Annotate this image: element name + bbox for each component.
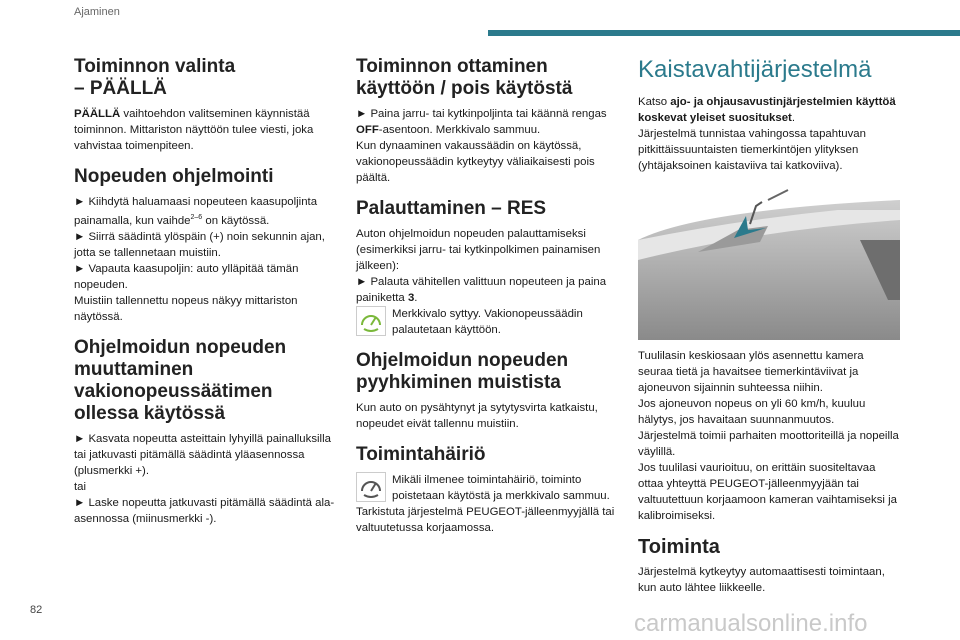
heading-operation: Toiminta [638,536,720,558]
para-decrease-speed: ► Laske nopeutta jatkuvasti pitämällä säädintä ala-asennossa (miinusmerkki -). [74,496,335,525]
para-see-recommendations: Katso ajo- ja ohjausavustinjärjestelmien käyttöä koskevat yleiset suositukset. [638,96,896,124]
para-best-highways: Järjestelmä toimii parhaiten moottoriteillä ja nopeilla väylillä. [638,430,899,458]
section-title-lane-assist: Kaistavahtijärjestelmä [638,56,872,83]
page-number: 82 [30,604,43,616]
heading-change-speed: Ohjelmoidun nopeuden muuttaminen vakionopeussäätimen ollessa käytössä [74,336,287,424]
para-check-dealer: Tarkistuta järjestelmä PEUGEOT-jälleenmyyjällä tai valtuutetussa korjaamossa. [356,506,615,534]
column-3 [638,56,900,602]
para-windshield-damage: Jos tuulilasi vaurioituu, on erittäin suositeltavaa ottaa yhteyttä PEUGEOT-jälleenmyyjään tai valtuutettuun korjaamoon kameran vaihtamiseksi ja kalibroimiseksi. [638,462,897,522]
resume-note: Merkkivalo syttyy. Vakionopeussäädin palautetaan käyttöön. [356,306,618,338]
column-1 [74,56,336,533]
para-move-control: ► Siirrä säädintä ylöspäin (+) noin sekunnin ajan, jotta se tallennetaan muistiin. [74,230,325,259]
para-release-pedal: ► Vapauta kaasupoljin: auto ylläpitää tämän nopeuden. [74,262,299,291]
para-resume-intro: Auton ohjelmoidun nopeuden palauttamiseksi (esimerkiksi jarru- tai kytkinpolkimen painamisen jälkeen): [356,228,601,272]
para-auto-activate: Järjestelmä kytkeytyy automaattisesti toimintaan, kun auto lähtee liikkeelle. [638,566,885,594]
heading-function-select: Toiminnon valinta – PÄÄLLÄ [74,56,236,99]
para-increase-speed: ► Kasvata nopeutta asteittain lyhyillä painalluksilla tai jatkuvasti pitämällä säädintä yläasennossa (plusmerkki +). [74,432,331,477]
para-on-select: PÄÄLLÄ vaihtoehdon valitseminen käynnistää toiminnon. Mittariston näyttöön tulee viesti, joka vahvistaa toimenpiteen. [74,108,314,152]
para-accelerate: ► Kiihdytä haluamaasi nopeuteen kaasupoljinta painamalla, kun vaihde$^{2-6}$ on käytössä. [74,196,318,227]
column-2 [356,56,618,542]
header-accent-bar [488,30,960,36]
speedometer-cruise-icon [356,472,386,502]
para-press-brake: ► Paina jarru- tai kytkinpoljinta tai käännä rengas OFF-asentoon. Merkkivalo sammuu. [356,108,607,136]
speedometer-cruise-icon [356,306,386,336]
para-speed-shown: Muistiin tallennettu nopeus näkyy mittariston näytössä. [74,294,298,323]
para-or: tai [74,480,87,493]
para-dynamic-stability: Kun dynaaminen vakaussäädin on käytössä, vakionopeussäädin kytkeytyy väliaikaisesti pois päältä. [356,140,595,184]
heading-resume: Palauttaminen – RES [356,198,547,219]
para-camera: Tuulilasin keskiosaan ylös asennettu kamera seuraa tietä ja havaitsee tiemerkintäviivat ja ajoneuvon sijainnin suhteessa niihin. [638,350,864,394]
malfunction-note: Mikäli ilmenee toimintahäiriö, toiminto poistetaan käytöstä ja merkkivalo sammuu. [356,472,618,504]
watermark: carmanualsonline.info [634,610,868,637]
header-section-title: Ajaminen [74,6,120,18]
windshield-camera-image [638,180,900,340]
heading-malfunction: Toimintahäiriö [356,444,486,465]
para-clear-memory: Kun auto on pysähtynyt ja sytytysvirta katkaistu, nopeudet eivät tallennu muistiin. [356,402,598,430]
para-speed-alert: Jos ajoneuvon nopeus on yli 60 km/h, kuuluu hälytys, jos havaitaan suunnanmuutos. [638,398,866,426]
para-system-detects: Järjestelmä tunnistaa vahingossa tapahtuvan pitkittäissuuntaisten tiemerkintöjen ylityksen (yhtäjaksoinen kaistaviiva tai katkoviiva). [638,128,866,172]
heading-speed-programming: Nopeuden ohjelmointi [74,166,274,187]
heading-enable-disable: Toiminnon ottaminen käyttöön / pois käytöstä [356,56,573,99]
heading-clear-memory: Ohjelmoidun nopeuden pyyhkiminen muistista [356,350,569,393]
para-resume-step: ► Palauta vähitellen valittuun nopeuteen ja paina painiketta 3. [356,276,607,304]
